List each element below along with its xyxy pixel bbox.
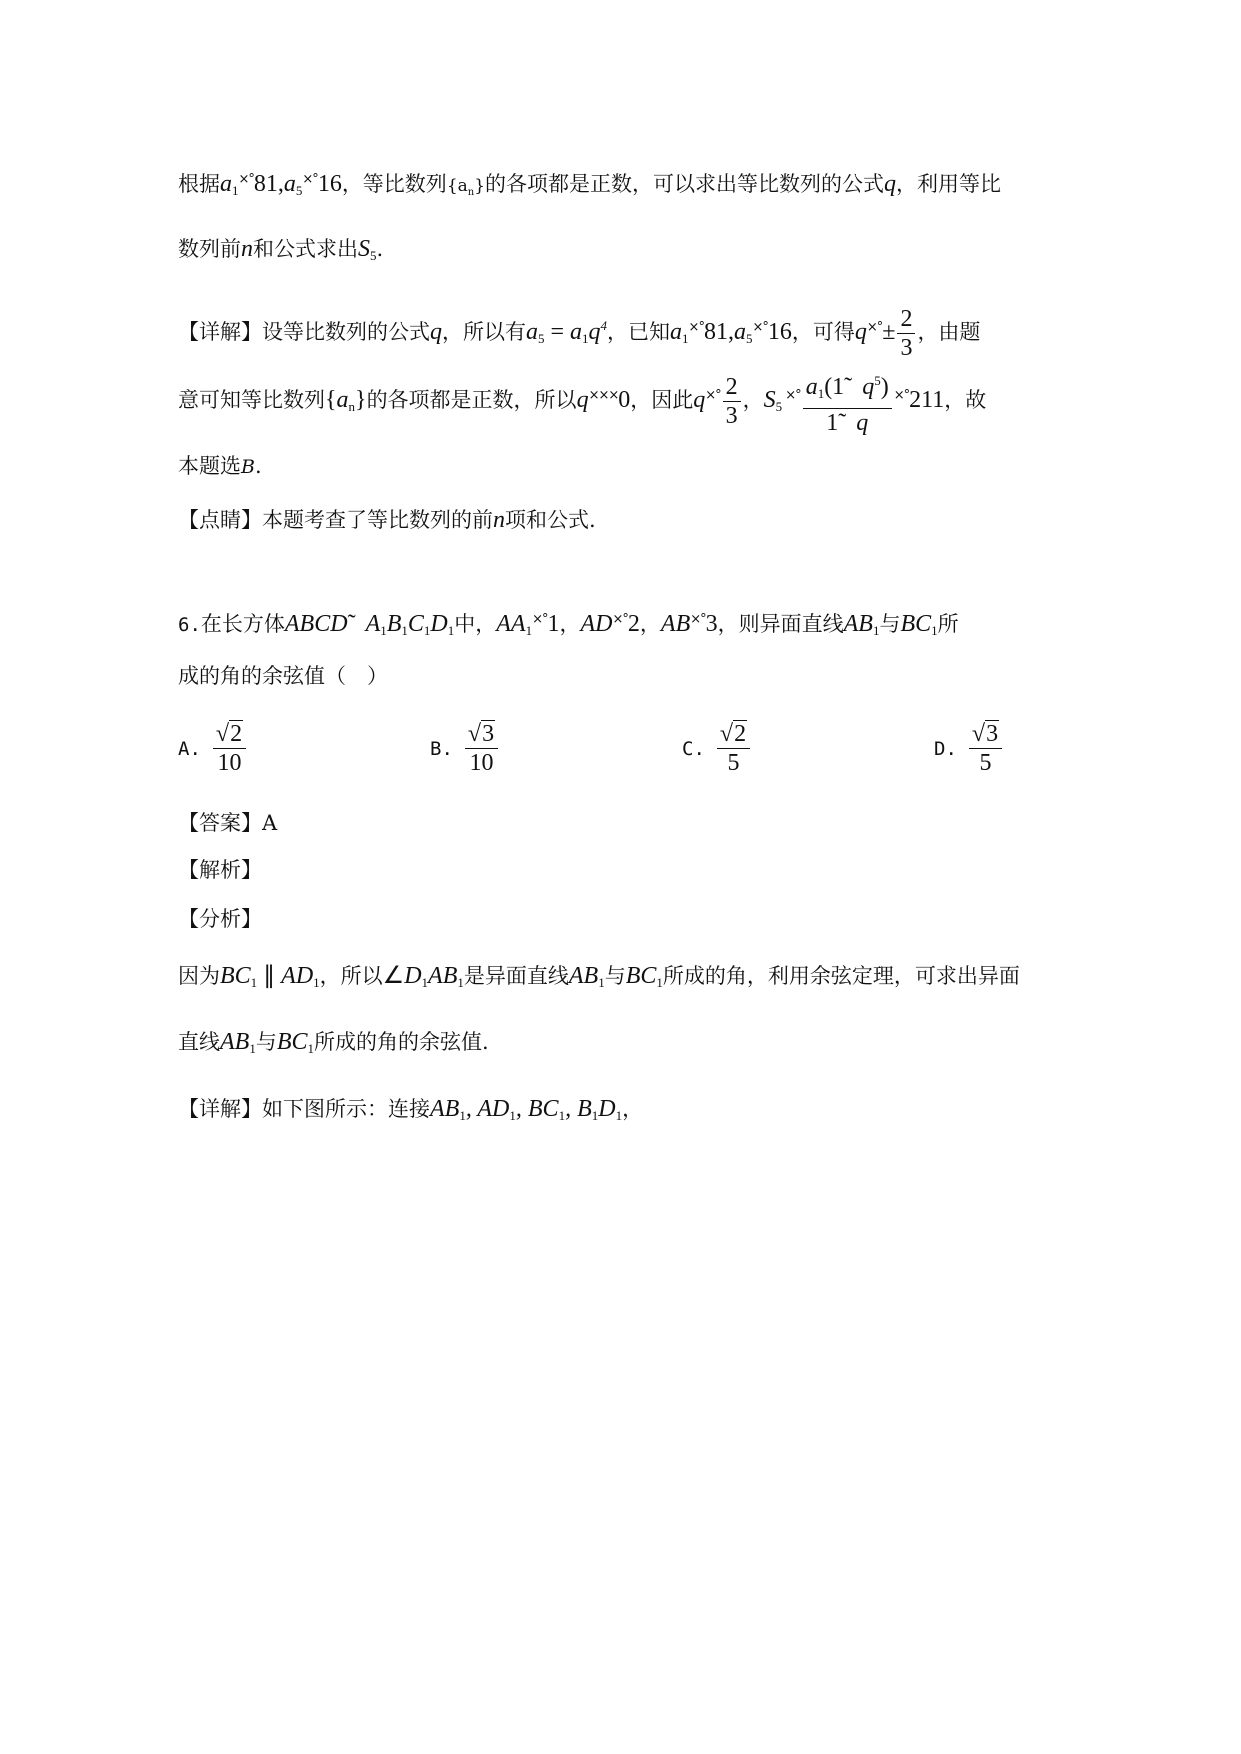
detail-line-2: 意可知等比数列$\{a_n\}$的各项都是正数，所以q×××0，因此q×° $\frac{2}{3}$ ，$S_5$ ×° $\frac{a_1(1̃ q^5)}{1̃ q}$ ×°211，故 [178,364,986,428]
fenxi-label: 【分析】 [178,907,262,931]
question-6-line-1: 6.在长方体ABCD̃ $A_1B_1C_1D_1$中，$AA_1^{\times^\circ}1$，AD×°2，AB×°3，则异面直线$AB_1$与$BC_1$所 [178,611,959,638]
comment-line: 【点睛】本题考查了等比数列的前n项和公式. [178,507,596,533]
fenxi-line-2: 直线$AB_1$与$BC_1$所成的角的余弦值. [178,1029,489,1056]
analysis-line-1: 根据$a_1^{\times^\circ}81,a_5^{\times^\circ}16$，等比数列$\{a_n\}$的各项都是正数，可以求出等比数列的公式q，利用等比 [178,171,1002,198]
detail-line-4: 【详解】如下图所示：连接$AB_1$, $AD_1$, $BC_1$, $B_1D_1$， [178,1096,644,1123]
detail-line-3: 本题选B. [178,454,262,478]
fraction-two-thirds: $\frac{2}{3}$ [897,305,915,362]
question-6-line-2: 成的角的余弦值（ ） [178,664,388,688]
detail-line-1: 【详解】设等比数列的公式q，所以有$a_5 = a_1q^4$，已知$a_1^{\times^\circ}81,a_5^{\times^\circ}16$，可得q×°± $\frac{2}{3}$ ，由题 [178,306,981,361]
option-d[interactable]: D. $\frac{√3}{5}$ [934,720,1004,777]
fenxi-line-1: 因为$BC_1$ ∥ $AD_1$，所以$\angle D_1AB_1$是异面直线$AB_1$与$BC_1$所成的角，利用余弦定理，可求出异面 [178,963,1020,990]
sum-formula-fraction: $\frac{a_1(1̃ q^5)}{1̃ q}$ [803,367,892,437]
option-c[interactable]: C. $\frac{√2}{5}$ [682,720,752,777]
analysis-label: 【解析】 [178,858,262,882]
analysis-line-2: 数列前n和公式求出$S_5$. [178,236,384,263]
answer-line: 【答案】A [178,811,278,835]
option-a[interactable]: A. $\frac{√2}{10}$ [178,720,248,777]
option-b[interactable]: B. $\frac{√3}{10}$ [430,720,500,777]
